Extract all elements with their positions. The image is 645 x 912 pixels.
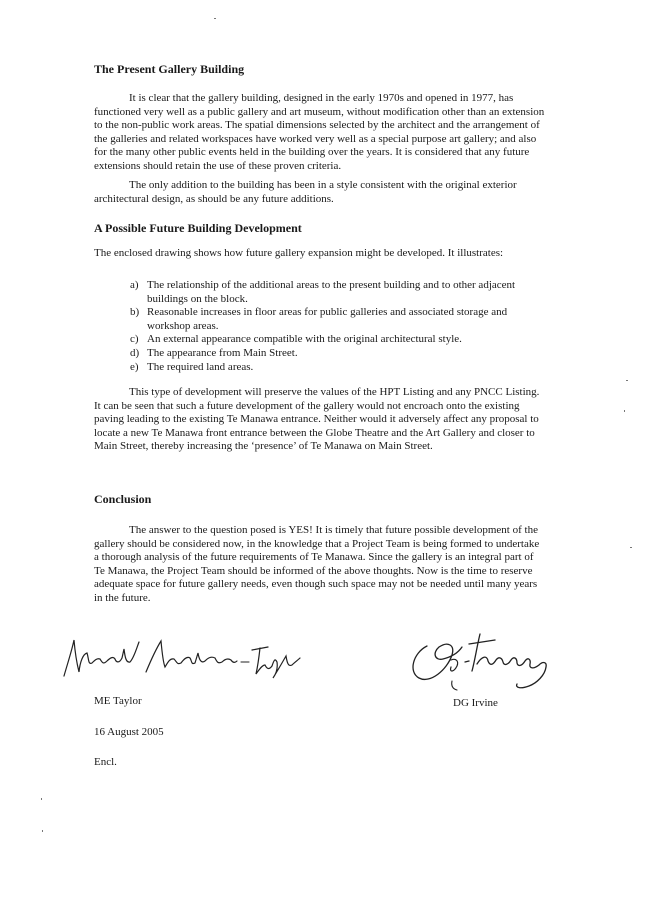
scan-speck bbox=[624, 410, 625, 412]
scan-speck bbox=[42, 830, 43, 832]
list-item-text: Reasonable increases in floor areas for public galleries and associated storage and workshop areas. bbox=[147, 306, 508, 332]
list-item bbox=[130, 333, 550, 347]
paragraph-listing-values: This type of development will preserve the values of the HPT Listing and any PNCC Listing. It can be seen that such a future development of the gallery would not encroach onto the existing paving leading to the existing Te Manawa entrance. Neither would it adversely affect any proposal to locate a new Te Manawa front entrance between the Globe Theatre and the Art Gallery and closer to Main Street, thereby increasing the ‘presence’ of Te Manawa on Main Street. bbox=[94, 386, 540, 453]
enclosure-note: Encl. bbox=[94, 756, 117, 768]
list-item-label: e) bbox=[130, 360, 139, 373]
scan-speck bbox=[41, 798, 42, 800]
list-item bbox=[130, 347, 550, 361]
list-item-label: b) bbox=[130, 306, 140, 319]
paragraph-drawing-intro: The enclosed drawing shows how future gallery expansion might be developed. It illustrates: bbox=[94, 247, 504, 259]
list-item-text: An external appearance compatible with the original architectural style. bbox=[147, 333, 462, 346]
scan-speck bbox=[630, 547, 632, 548]
signature-me-taylor bbox=[60, 632, 310, 682]
paragraph-building-addition: The only addition to the building has been in a style consistent with the original exterior architectural design, as should be any future additions. bbox=[94, 179, 517, 205]
letter-date: 16 August 2005 bbox=[94, 726, 164, 738]
scan-speck bbox=[214, 18, 216, 19]
signatory-name-right: DG Irvine bbox=[453, 697, 498, 709]
section-heading-future-development: A Possible Future Building Development bbox=[94, 221, 302, 235]
list-item bbox=[130, 279, 550, 306]
signature-dg-irvine bbox=[405, 628, 565, 703]
list-item-label: c) bbox=[130, 333, 139, 346]
scan-speck bbox=[626, 380, 628, 381]
list-item-label: a) bbox=[130, 279, 139, 291]
list-item bbox=[130, 306, 550, 333]
list-item-text: The required land areas. bbox=[147, 360, 254, 373]
paragraph-conclusion: The answer to the question posed is YES! It is timely that future possible development of the gallery should be considered now, in the knowledge that a Project Team is being formed to undertake a thorough analysis of the future requirements of Te Manawa. Since the gallery is an integral part of Te Manawa, the Project Team should be informed of the above thoughts. Now is the time to reserve adequate space for future gallery needs, even though such space may not be needed until many years in the future. bbox=[94, 524, 540, 604]
illustration-list bbox=[130, 279, 550, 374]
list-item-text: The appearance from Main Street. bbox=[147, 346, 298, 359]
paragraph-gallery-function: It is clear that the gallery building, designed in the early 1970s and opened in 1977, has functioned very well as a public gallery and art museum, without modification other than an extension to the non-public work areas. The spatial dimensions selected by the architect and the arrangement of the galleries and related workspaces have worked very well as a special purpose art gallery; and also for the many other public events held in the building over the years. It is considered that any future extensions should retain the use of these proven criteria. bbox=[94, 92, 545, 172]
list-item bbox=[130, 361, 550, 375]
section-heading-present-gallery: The Present Gallery Building bbox=[94, 62, 245, 76]
list-item-text: The relationship of the additional areas to the present building and to other adjacent buildings on the block. bbox=[147, 279, 516, 305]
list-item-label: d) bbox=[130, 346, 140, 359]
section-heading-conclusion: Conclusion bbox=[94, 492, 152, 506]
signatory-name-left: ME Taylor bbox=[94, 695, 142, 707]
